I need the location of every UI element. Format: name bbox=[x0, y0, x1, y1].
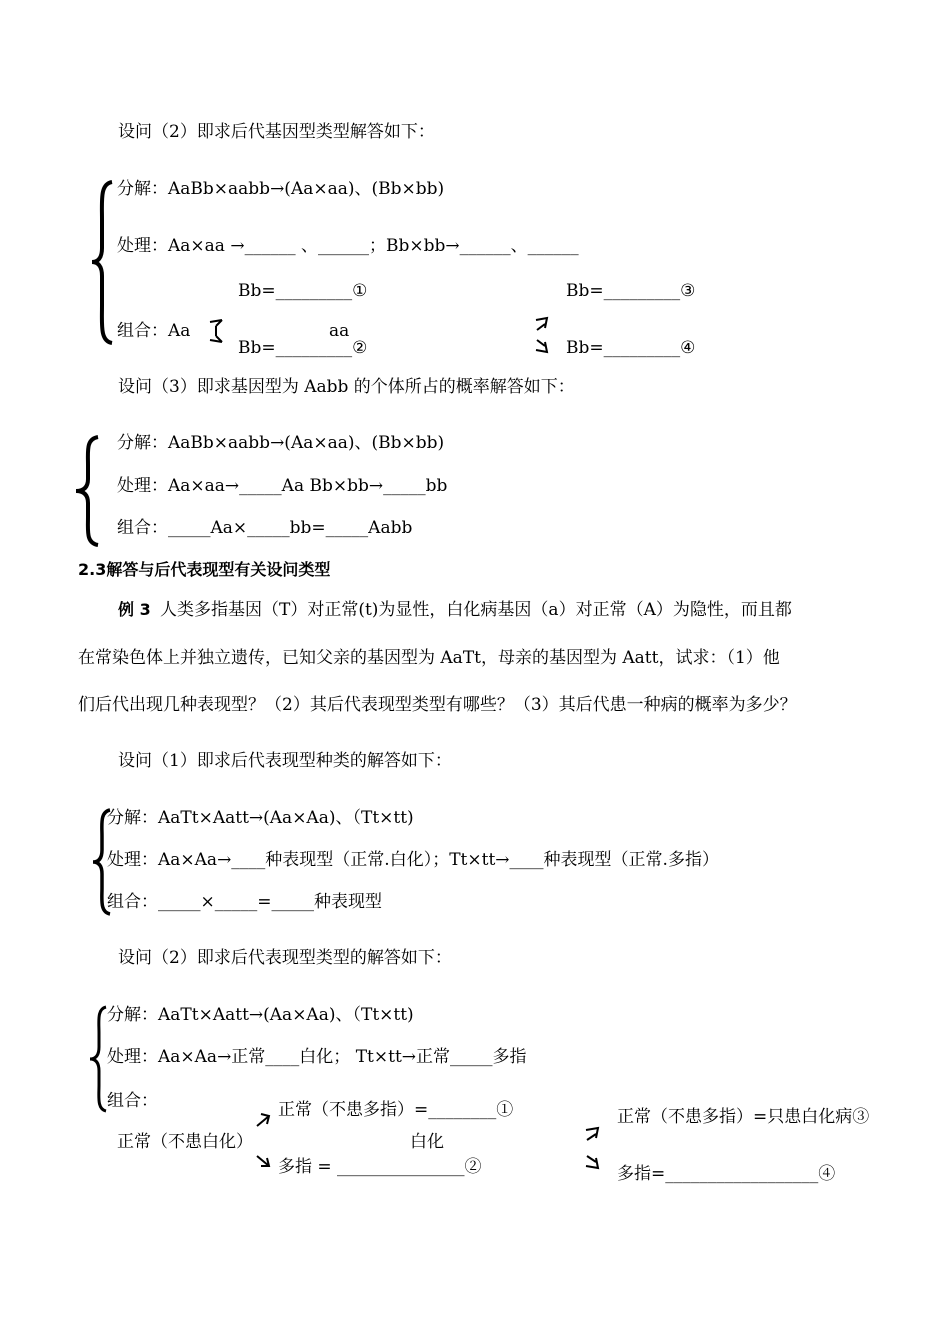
b2-zu: 组合：_____Aa×_____bb=_____Aabb bbox=[117, 518, 413, 538]
b1-zu: 组合：Aa bbox=[117, 321, 191, 341]
example-label: 例 3 bbox=[118, 600, 151, 619]
b1-aa-mid: aa bbox=[329, 321, 350, 341]
b3-chu: 处理：Aa×Aa→____种表现型（正常.白化）；Tt×tt→____种表现型（正常.多指） bbox=[107, 850, 719, 870]
example-line2: 在常染色体上并独立遗传，已知父亲的基因型为 AaTt，母亲的基因型为 Aatt，试求：（1）他 bbox=[78, 648, 780, 668]
fork-arrow-icon bbox=[533, 316, 551, 354]
b4-r1: 正常（不患多指）=________① bbox=[278, 1100, 514, 1120]
b2-fen: 分解：AaBb×aabb→(Aa×aa)、(Bb×bb) bbox=[117, 433, 445, 453]
b3-fen: 分解：AaTt×Aatt→(Aa×Aa)、（Tt×tt) bbox=[107, 808, 414, 828]
q2-intro: 设问（2）即求后代基因型类型解答如下： bbox=[118, 122, 435, 142]
b4-r3: 正常（不患多指）=只患白化病③ bbox=[617, 1107, 870, 1127]
b1-fen: 分解：AaBb×aabb→(Aa×aa)、(Bb×bb) bbox=[117, 179, 445, 199]
brace-icon bbox=[72, 435, 102, 547]
b1-r3: Bb=_________③ bbox=[566, 281, 696, 301]
b1-chu: 处理：Aa×aa →______ 、______；Bb×bb→______、______ bbox=[117, 236, 579, 256]
b4-r4: 多指=__________________④ bbox=[617, 1164, 836, 1184]
b4-fen: 分解：AaTt×Aatt→(Aa×Aa)、（Tt×tt) bbox=[107, 1005, 414, 1025]
b4-chu: 处理：Aa×Aa→正常____白化； Tt×tt→正常_____多指 bbox=[107, 1047, 527, 1067]
b4-r2: 多指 = _______________② bbox=[278, 1157, 482, 1177]
section-title: 2.3解答与后代表现型有关设问类型 bbox=[78, 560, 331, 579]
b4-zu: 组合： bbox=[107, 1091, 158, 1111]
example-line3: 们后代出现几种表现型？（2）其后代表现型类型有哪些？（3）其后代患一种病的概率为多少？ bbox=[78, 695, 797, 715]
b3-zu: 组合：_____×_____=_____种表现型 bbox=[107, 892, 382, 912]
q3-intro: 设问（3）即求基因型为 Aabb 的个体所占的概率解答如下： bbox=[118, 377, 575, 397]
q1b-intro: 设问（1）即求后代表现型种类的解答如下： bbox=[118, 751, 452, 771]
fork-arrow-icon bbox=[206, 318, 228, 344]
q2b-intro: 设问（2）即求后代表现型类型的解答如下： bbox=[118, 948, 452, 968]
brace-icon bbox=[88, 180, 116, 345]
example-line1: 人类多指基因（T）对正常(t)为显性，白化病基因（a）对正常（A）为隐性，而且都 bbox=[160, 600, 792, 620]
brace-icon bbox=[88, 1005, 108, 1113]
b2-chu: 处理：Aa×aa→_____Aa Bb×bb→_____bb bbox=[117, 476, 448, 496]
b4-left: 正常（不患白化） bbox=[117, 1132, 253, 1152]
fork-arrow-icon bbox=[253, 1110, 275, 1170]
b1-r2: Bb=_________② bbox=[238, 338, 368, 358]
b1-r4: Bb=_________④ bbox=[566, 338, 696, 358]
b4-mid: 白化 bbox=[410, 1132, 444, 1152]
b1-r1: Bb=_________① bbox=[238, 281, 368, 301]
fork-arrow-icon bbox=[583, 1124, 603, 1172]
